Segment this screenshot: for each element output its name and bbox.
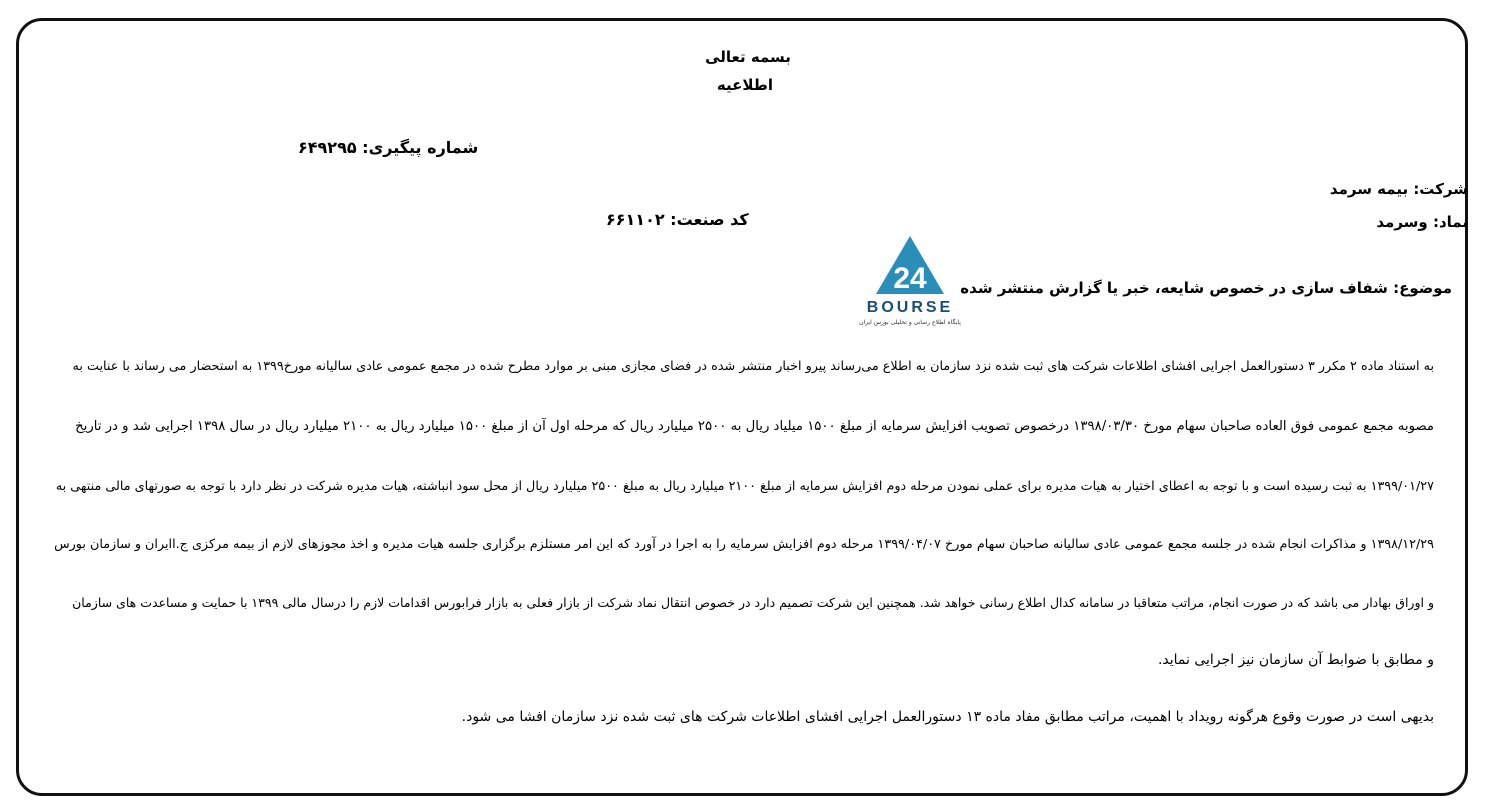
symbol-value: وسرمد [1376, 213, 1428, 231]
body-line-1: به استناد ماده ۲ مکرر ۳ دستورالعمل اجرایی افشای اطلاعات شرکت های ثبت شده نزد سازمان به اطلاع می‌رساند پیرو اخبار منتشر شده در فضای مجازی مبنی بر موارد مطرح شده در مجمع عمومی عادی سالیانه مورخ۱۳۹۹ به استحضار می رساند با عنایت به [72, 359, 1434, 374]
body-line-2: مصوبه مجمع عمومی فوق العاده صاحبان سهام مورخ ۱۳۹۸/۰۳/۳۰ درخصوص تصویب افزایش سرمایه از مبلغ ۱۵۰۰ میلیاد ریال به ۲۵۰۰ میلیارد ریال که مرحله اول آن از مبلغ ۱۵۰۰ میلیارد ریال به ۲۱۰۰ میلیارد ریال در سال ۱۳۹۸ اجرایی شد و در تاریخ [75, 419, 1434, 434]
tracking-number [298, 138, 478, 157]
company-value: بیمه سرمد [1329, 180, 1409, 198]
industry-code-row [606, 210, 749, 229]
industry-label: کد صنعت: [670, 210, 749, 229]
logo-numeral: 24 [893, 262, 927, 295]
tracking-label: شماره پیگیری: [362, 138, 479, 157]
body-line-4: ۱۳۹۸/۱۲/۲۹ و مذاکرات انجام شده در جلسه مجمع عمومی عادی سالیانه صاحبان سهام مورخ ۱۳۹۹/۰۴/۰۷ مرحله دوم افزایش سرمایه را به اجرا در آورد که این امر مستلزم برگزاری جلسه هیات مدیره و اخذ مجوزهای لازم از بیمه مرکزی ج.اایران و سازمان بورس [54, 537, 1434, 552]
industry-value: ۶۶۱۱۰۲ [606, 210, 665, 229]
subject-value: شفاف سازی در خصوص شایعه، خبر یا گزارش منتشر شده [960, 279, 1388, 297]
company-row [1330, 180, 1468, 198]
body-line-7: بدیهی است در صورت وقوع هرگونه رویداد با اهمیت، مراتب مطابق مفاد ماده ۱۳ دستورالعمل اجرایی افشای اطلاعات شرکت های ثبت شده نزد سازمان افشا می شود. [461, 709, 1434, 725]
tracking-value: ۶۴۹۲۹۵ [298, 138, 357, 157]
bourse-24-logo [852, 232, 970, 328]
body-line-6: و مطابق با ضوابط آن سازمان نیز اجرایی نماید. [1157, 652, 1434, 668]
announcement-title: اطلاعیه [716, 76, 774, 94]
body-line-3: ۱۳۹۹/۰۱/۲۷ به ثبت رسیده است و با توجه به اعطای اختیار به هیات مدیره برای عملی نمودن مرحله دوم افزایش سرمایه از مبلغ ۲۱۰۰ میلیارد ریال به مبلغ ۲۵۰۰ میلیارد ریال از محل سود انباشته، هیات مدیره شرکت در نظر دارد با توجه به صورتهای مالی منتهی به [55, 479, 1434, 494]
company-label: شرکت: [1413, 180, 1468, 198]
logo-word: BOURSE [866, 299, 954, 316]
announcement-frame [16, 18, 1468, 796]
body-line-5: و اوراق بهادار می باشد که در صورت انجام، مراتب متعاقبا در سامانه کدال اطلاع رسانی خواهد شد. همچنین این شرکت تصمیم دارد در خصوص انتقال نماد شرکت از بازار فعلی به بازار فرابورس اقدامات لازم را درسال مالی ۱۳۹۹ با حمایت و مساعدت های سازمان [72, 595, 1434, 610]
symbol-row [1376, 213, 1468, 231]
basmala-heading: بسمه تعالی [705, 48, 791, 66]
symbol-label: نماد: [1432, 213, 1468, 231]
subject-row [960, 279, 1452, 297]
bourse-logo-icon [852, 232, 970, 328]
subject-label: موضوع: [1393, 279, 1452, 297]
logo-caption: پایگاه اطلاع رسانی و تحلیلی بورس ایران [859, 319, 961, 326]
